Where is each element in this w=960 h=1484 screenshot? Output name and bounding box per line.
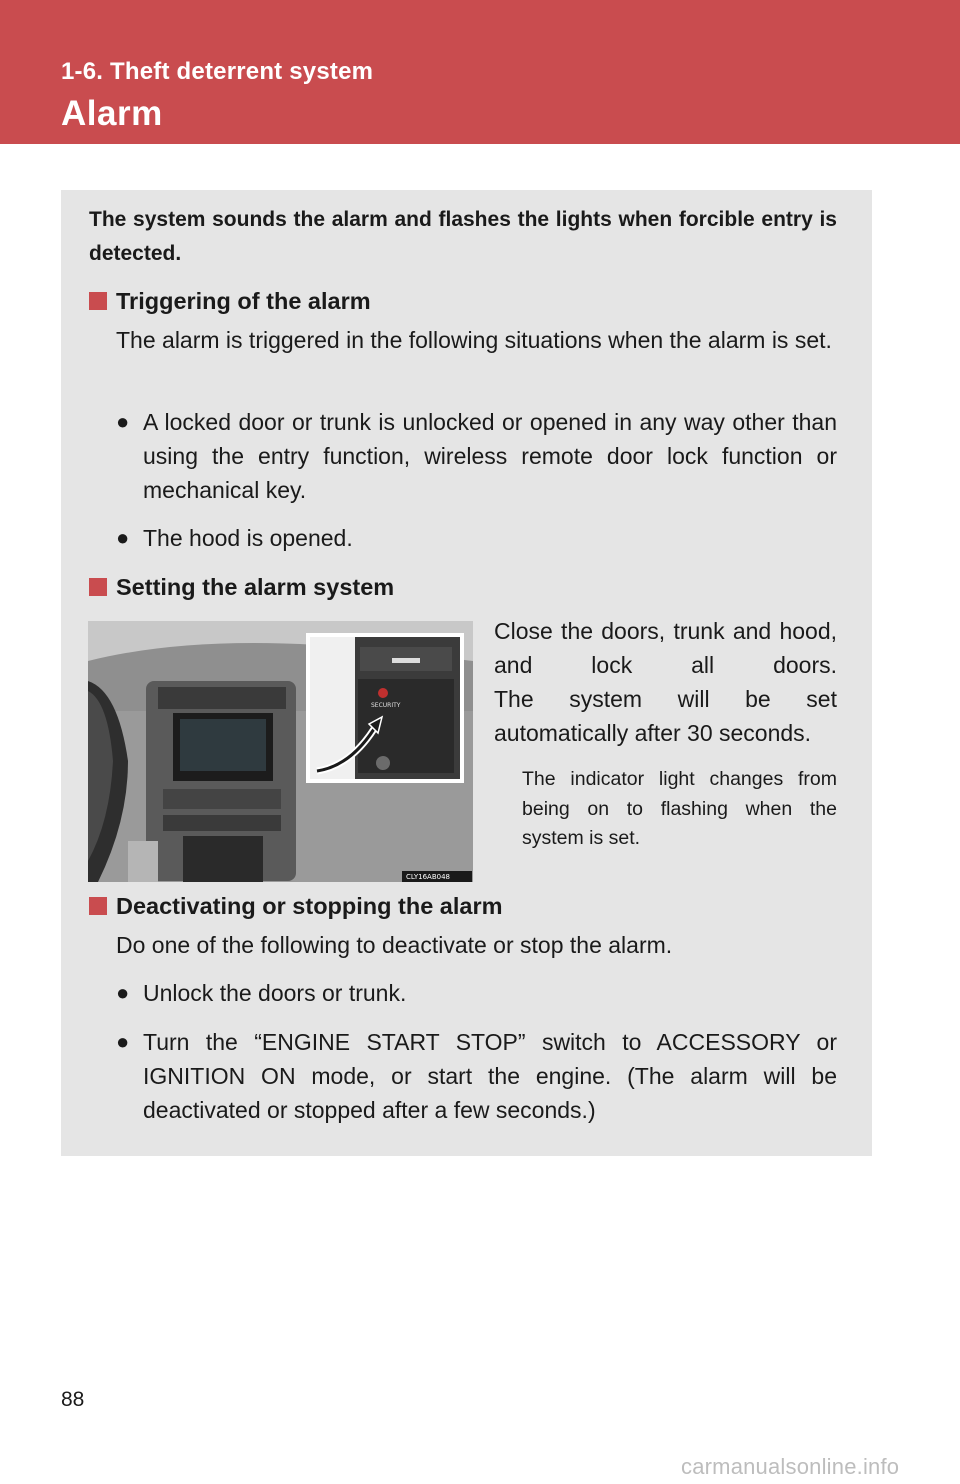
heading-text: Triggering of the alarm — [116, 288, 371, 314]
list-item: ● A locked door or trunk is unlocked or opened in any way other than using the entry function, wireless remote door lock function or mechanical key. — [116, 405, 837, 507]
page-title: Alarm — [61, 94, 163, 133]
heading-deactivating — [89, 890, 503, 922]
triggering-body: The alarm is triggered in the following situations when the alarm is set. — [116, 327, 832, 353]
bullet-dot-icon: ● — [116, 525, 130, 550]
bullet-dot-icon: ● — [116, 1029, 130, 1054]
heading-text: Deactivating or stopping the alarm — [116, 893, 503, 919]
heading-setting — [89, 571, 394, 603]
square-bullet-icon — [89, 897, 107, 915]
list-item: ● Turn the “ENGINE START STOP” switch to ACCESSORY or IGNITION ON mode, or start the engine. (The alarm will be deactivated or stopped after a few seconds.) — [116, 1025, 837, 1127]
setting-line: The system will be set automatically after 30 seconds. — [494, 686, 837, 746]
heading-text: Setting the alarm system — [116, 574, 395, 600]
heading-triggering — [89, 285, 371, 317]
dashboard-figure — [88, 621, 473, 882]
indicator-label: SECURITY — [371, 702, 401, 709]
deactivating-body: Do one of the following to deactivate or stop the alarm. — [116, 932, 673, 958]
setting-instructions — [494, 614, 837, 750]
section-label: 1-6. Theft deterrent system — [61, 58, 374, 85]
bullet-dot-icon: ● — [116, 980, 130, 1005]
page-number: 88 — [61, 1388, 85, 1411]
header-band — [0, 0, 960, 144]
bullet-dot-icon: ● — [116, 409, 130, 434]
list-item: ● The hood is opened. — [116, 521, 837, 555]
square-bullet-icon — [89, 292, 107, 310]
indicator-note: The indicator light changes from being on to flashing when the system is set. — [522, 768, 837, 849]
image-code: CLY16AB048 — [406, 873, 450, 881]
watermark: carmanualsonline.info — [681, 1454, 900, 1479]
list-item: ● Unlock the doors or trunk. — [116, 976, 837, 1010]
square-bullet-icon — [89, 578, 107, 596]
setting-line: Close the doors, trunk and hood, and lock all doors. — [494, 618, 837, 678]
intro-text: The system sounds the alarm and flashes the lights when forcible entry is detected. — [89, 208, 837, 265]
